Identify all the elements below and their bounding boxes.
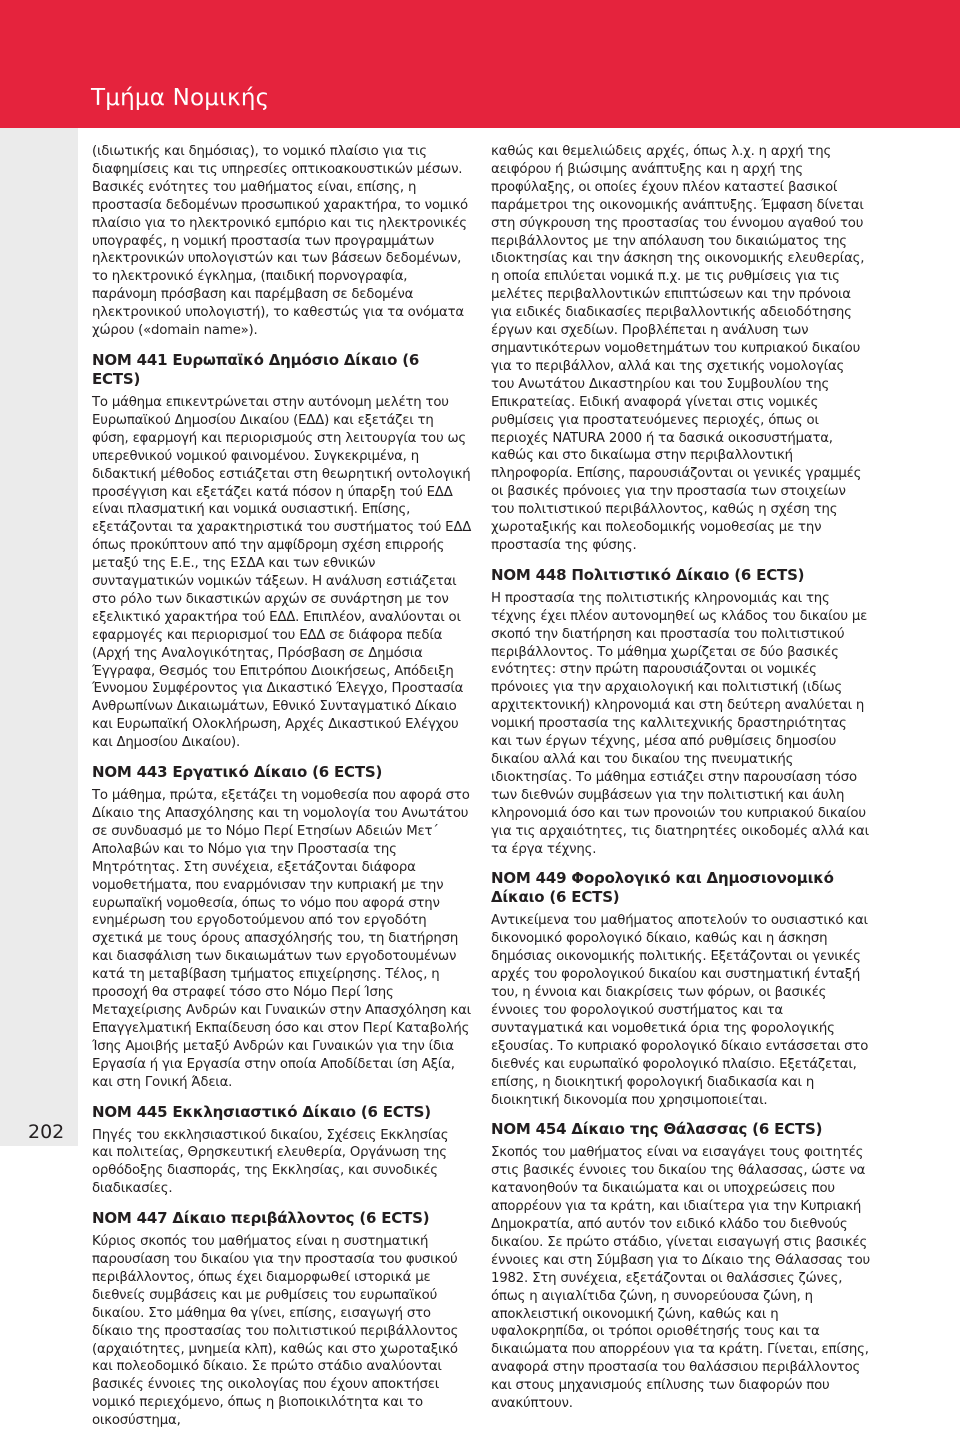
page-number: 202 (28, 1121, 65, 1143)
course-title-nom-449: ΝΟΜ 449 Φορολογικό και Δημοσιονομικό Δίκαιο (6 ECTS) (491, 869, 834, 907)
course-description-nom-445: Πηγές του εκκλησιαστικού δικαίου, Σχέσεις Εκκλησίας και πολιτείας, Θρησκευτική ελευθερία, Οργάνωση της ορθόδοξης διασποράς, της Εκκλησίας, και συνοδικές διαδικασίες. (92, 1127, 449, 1197)
course-description-nom-448: Η προστασία της πολιτιστικής κληρονομιάς και της τέχνης έχει πλέον αυτονομηθεί ως κλάδος του δικαίου με σκοπό την διατήρηση και προστασία του πολιτιστικού περιβάλλοντος. Το μάθημα χωρίζεται σε δύο βασικές ενότητες: στην πρώτη παρουσιάζονται οι νομικές πρόνοιες για την αρχαιολογική και πολιτιστική (ιδίως αρχιτεκτονική) κληρονομιά και στη δεύτερη αναλύεται η νομική προστασία της καλλιτεχνικής δραστηριότητας και των έργων τέχνης, μέσα από ρυθμίσεις δημοσίου δικαίου αλλά και του δικαίου της πνευματικής ιδιοκτησίας. Το μάθημα εστιάζει στην παρουσίαση τόσο των διεθνών συμβάσεων για την πολιτιστική και άυλη κληρονομιά όσο και των προνοιών του κυπριακού δικαίου για τις αρχαιότητες, τις διατηρητέες οικοδομές αλλά και τα έργα τέχνης. (491, 590, 869, 857)
course-title-nom-454: ΝΟΜ 454 Δίκαιο της Θάλασσας (6 ECTS) (491, 1120, 823, 1139)
course-description-nom-454: Σκοπός του μαθήματος είναι να εισαγάγει τους φοιτητές στις βασικές έννοιες του δικαίου της θάλασσας, ώστε να κατανοηθούν τα δικαιώματα και οι υποχρεώσεις που απορρέουν για τα κράτη, και ιδιαίτερα για την Κυπριακή Δημοκρατία, από αυτόν τον ειδικό κλάδο του διεθνούς δικαίου. Σε πρώτο στάδιο, γίνεται εισαγωγή στις βασικές έννοιες και στη Σύμβαση για το Δίκαιο της Θάλασσας του 1982. Στη συνέχεια, εξετάζονται οι θαλάσσιες ζώνες, όπως η αιγιαλίτιδα ζώνη, η συνορεύουσα ζώνη, η αποκλειστική οικονομική ζώνη, καθώς και η υφαλοκρηπίδα, οι τρόποι οριοθέτησής τους και τα δικαιώματα που απορρέουν για τα κράτη. Γίνεται, επίσης, αναφορά στην προστασία του θαλάσσιου περιβάλλοντος και στους μηχανισμούς επίλυσης των διαφορών που ανακύπτουν. (491, 1145, 870, 1412)
margin-bar (0, 128, 78, 1146)
continued-paragraph-right: καθώς και θεμελιώδεις αρχές, όπως λ.χ. η αρχή της αειφόρου ή βιώσιμης ανάπτυξης και η αρχή της προφύλαξης, οι οποίες έχουν πλέον καταστεί βασικοί παράμετροι της οικονομικής ανάπτυξης. Έμφαση δίνεται στη σύγκρουση της προστασίας του έννομου αγαθού του περιβάλλοντος με την απόλαυση του δικαιώματος της ιδιοκτησίας και την άσκηση της οικονομικής ελευθερίας, η οποία επιλύεται νομικά π.χ. με τις ρυθμίσεις για τις μελέτες περιβαλλοντικών επιπτώσεων και την πρόνοια για ειδικές διαδικασίες περιβαλλοντικής αδειοδότησης έργων και σχεδίων. Προβλέπεται η ανάλυση των σημαντικότερων νομοθετημάτων του κυπριακού δικαίου για το περιβάλλον, αλλά και της σχετικής νομολογίας του Ανωτάτου Δικαστηρίου και του Συμβουλίου της Επικρατείας. Ειδική αναφορά γίνεται στις νομικές ρυθμίσεις για προστατευόμενες περιοχές, όπως οι περιοχές NATURA 2000 ή τα δασικά οικοσυστήματα, καθώς και στο δικαίωμα στην περιβαλλοντική πληροφορία. Επίσης, παρουσιάζονται οι γενικές γραμμές οι βασικές πρόνοιες για την προστασία των στοιχείων του πολιτιστικού περιβάλλοντος, καθώς η σχέση της χωροταξικής και πολεοδομικής νομοθεσίας με την προστασία της φύσης. (491, 144, 865, 553)
course-title-nom-447: ΝΟΜ 447 Δίκαιο περιβάλλοντος (6 ECTS) (92, 1209, 430, 1228)
course-description-nom-443: Το μάθημα, πρώτα, εξετάζει τη νομοθεσία που αφορά στο Δίκαιο της Απασχόλησης και τη νομολογία του Ανωτάτου σε συνδυασμό με το Νόμο Περί Ετησίων Αδειών Μετ΄ Απολαβών και το Νόμο για την Προστασία της Μητρότητας. Στη συνέχεια, εξετάζονται διάφορα νομοθετήματα, που εναρμόνισαν την κυπριακή με την ευρωπαϊκή νομοθεσία, όπως το νόμο που αφορά στην ενημέρωση του εργοδοτούμενου από τον εργοδότη σχετικά με τους όρους απασχόλησής του, τη διατήρηση και διασφάλιση των δικαιωμάτων των εργοδοτουμένων κατά τη μεταβίβαση τμήματος επιχείρησης. Τέλος, η προσοχή θα στραφεί τόσο στο Νόμο Περί Ίσης Μεταχείρισης Ανδρών και Γυναικών στην Απασχόληση και Επαγγελματική Εκπαίδευση όσο και στον Περί Καταβολής Ίσης Αμοιβής μεταξύ Ανδρών και Γυναικών για την ίδια Εργασία ή για Εργασία στην οποία Αποδίδεται ίση Αξία, και στη Γονική Άδεια. (92, 788, 471, 1090)
course-title-nom-443: ΝΟΜ 443 Εργατικό Δίκαιο (6 ECTS) (92, 763, 383, 782)
continued-paragraph: (ιδιωτικής και δημόσιας), το νομικό πλαίσιο για τις διαφημίσεις και τις υπηρεσίες οπτικοακουστικών μέσων. Βασικές ενότητες του μαθήματος είναι, επίσης, η προστασία δεδομένων προσωπικού χαρακτήρα, το νομικό πλαίσιο για το ηλεκτρονικό εμπόριο και τις ηλεκτρονικές υπογραφές, η νομική προστασία των προγραμμάτων ηλεκτρονικών υπολογιστών και των βάσεων δεδομένων, το ηλεκτρονικό έγκλημα, (παιδική πορνογραφία, παράνομη πρόσβαση και παρέμβαση σε δεδομένα ηλεκτρονικού υπολογιστή), το καθεστώς για τα ονόματα χώρου («domain name»). (92, 144, 468, 339)
course-title-nom-441: ΝΟΜ 441 Ευρωπαϊκό Δημόσιο Δίκαιο (6 ECTS) (92, 350, 420, 388)
section-title: Τμήμα Νομικής (91, 85, 270, 111)
course-description-nom-449: Αντικείμενα του μαθήματος αποτελούν το ουσιαστικό και δικονομικό φορολογικό δίκαιο, καθώς και η άσκηση δημόσιας οικονομικής πολιτικής. Εξετάζονται οι γενικές αρχές του φορολογικού δικαίου και συστηματική ένταξή του, η έννοια και διακρίσεις των φόρων, οι βασικές έννοιες του φορολογικού συστήματος και τα συνταγματικά και νομοθετικά όρια της φορολογικής εξουσίας. Το κυπριακό φορολογικό δίκαιο εντάσσεται στο διεθνές και ευρωπαϊκό φορολογικό πλαίσιο. Εξετάζεται, επίσης, η διοικητική φορολογική διαδικασία και η διοικητική δικονομία που χρησιμοποιείται. (491, 913, 869, 1108)
left-column (92, 143, 472, 1430)
course-title-nom-445: ΝΟΜ 445 Εκκλησιαστικό Δίκαιο (6 ECTS) (92, 1102, 431, 1121)
header-band (0, 0, 960, 128)
course-title-nom-448: ΝΟΜ 448 Πολιτιστικό Δίκαιο (6 ECTS) (491, 565, 805, 584)
course-description-nom-447: Κύριος σκοπός του μαθήματος είναι η συστηματική παρουσίαση του δικαίου για την προστασία του φυσικού περιβάλλοντος, όπως έχει διαμορφωθεί ιστορικά με διεθνείς συμβάσεις και με ρυθμίσεις του ευρωπαϊκού δικαίου. Στο μάθημα θα γίνει, επίσης, εισαγωγή στο δίκαιο της προστασίας του πολιτιστικού περιβάλλοντος (αρχαιότητες, μνημεία κλπ), καθώς και στο χωροταξικό και πολεοδομικό δίκαιο. Σε πρώτο στάδιο αναλύονται βασικές έννοιες της οικολογίας που έχουν αποκτήσει νομικό περιεχόμενο, όπως η βιοποικιλότητα και το οικοσύστημα, (92, 1234, 459, 1429)
course-description-nom-441: Το μάθημα επικεντρώνεται στην αυτόνομη μελέτη του Ευρωπαϊκού Δημοσίου Δικαίου (ΕΔΔ) και εξετάζει τη φύση, εφαρμογή και περιορισμούς στη λειτουργία του ως υπερεθνικού νομικού φαινομένου. Συγκεκριμένα, η διδακτική μέθοδος εστιάζεται στη θεωρητική οντολογική προσέγγιση και εξετάζει κατά πόσον η ύπαρξη τού ΕΔΔ είναι πλασματική και νομικά ουσιαστική. Επίσης, εξετάζονται τα χαρακτηριστικά του συστήματος τού ΕΔΔ όπως προκύπτουν από την αμφίδρομη σχέση επιρροής μεταξύ της Ε.Ε., της ΕΣΔΑ και των εθνικών συνταγματικών νομικών τάξεων. Η ανάλυση εστιάζεται στο ρόλο των δικαστικών αρχών σε συνάρτηση με τον εξελικτικό χαρακτήρα τού ΕΔΔ. Επιπλέον, αναλύονται οι εφαρμογές και περιορισμοί του ΕΔΔ σε διάφορα πεδία (Αρχή της Αναλογικότητας, Πρόσβαση σε Δημόσια Έγγραφα, Θεσμός του Επιτρόπου Διοικήσεως, Απόδειξη Έννομου Συμφέροντος για Δικαστικό Έλεγχο, Προστασία Ανθρωπίνων Δικαιωμάτων, Εθνικό Συνταγματικό Δίκαιο και Ευρωπαϊκή Ολοκλήρωση, Αρχές Δικαστικού Ελέγχου και Δημοσίου Δικαίου). (92, 394, 472, 751)
right-column (491, 143, 871, 1413)
